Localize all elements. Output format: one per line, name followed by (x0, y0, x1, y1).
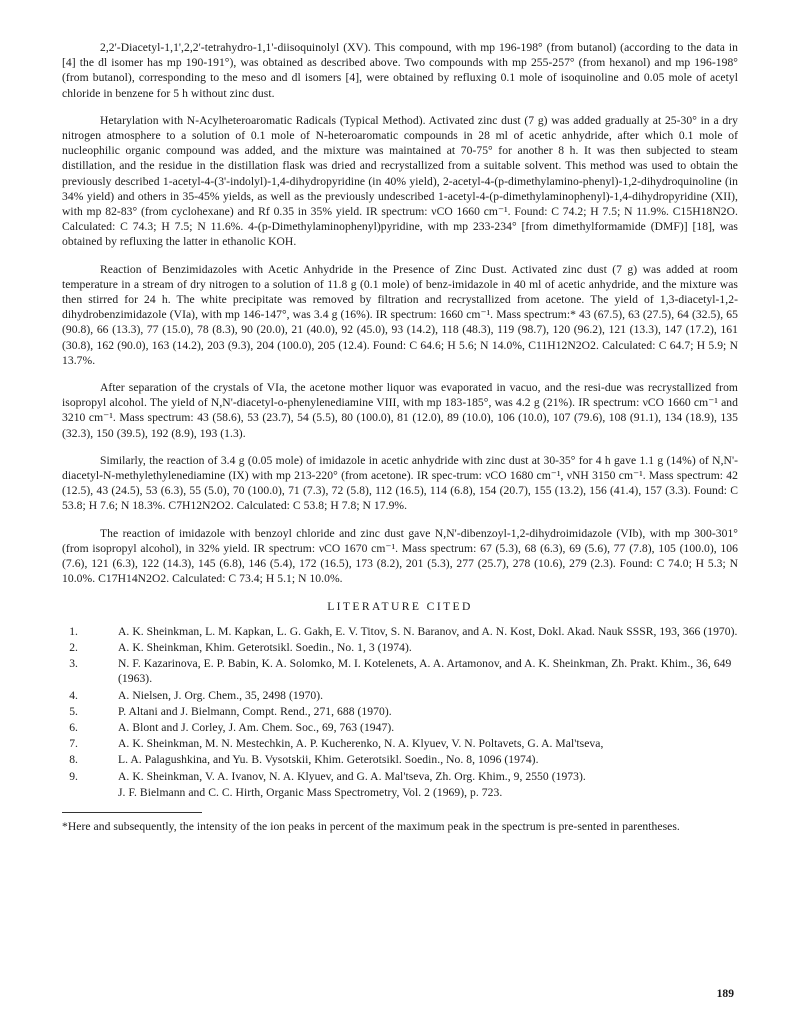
footnote-divider (62, 812, 202, 813)
page-number: 189 (716, 987, 734, 1000)
reference-list (62, 624, 738, 800)
reference-text: L. A. Palagushkina, and Yu. B. Vysotskii, Khim. Geterotsikl. Soedin., No. 8, 1096 (1974). (118, 753, 539, 767)
reference-text: A. K. Sheinkman, V. A. Ivanov, N. A. Klyuev, and G. A. Mal'tseva, Zh. Org. Khim., 9, 2550 (1973). (118, 769, 586, 783)
reference-text: A. K. Sheinkman, M. N. Mestechkin, A. P. Kucherenko, N. A. Klyuev, V. N. Poltavets, G. A. Mal'tseva, (118, 737, 604, 751)
reference-text: P. Altani and J. Bielmann, Compt. Rend., 271, 688 (1970). (118, 704, 392, 718)
paragraph-benzoyl-reaction: The reaction of imidazole with benzoyl chloride and zinc dust gave N,N'-dibenzoyl-1,2-dihydroimidazole (VIb), with mp 300-301° (from isopropyl alcohol), in 32% yield. IR spectrum: νCO 1670 cm⁻¹. Mass spectrum: 67 (5.3), 68 (6.3), 69 (5.6), 77 (7.8), 105 (100.0), 106 (7.6), 121 (6.3), 122 (14.3), 145 (6.8), 146 (5.4), 172 (16.5), 173 (8.2), 201 (5.3), 277 (25.7), 278 (10.6), 279 (2.3). Found: C 74.0; H 5.3; N 10.0%. C17H14N2O2. Calculated: C 73.4; H 5.1; N 10.0%. (62, 526, 738, 586)
paragraph-benzimidazole-reaction: Reaction of Benzimidazoles with Acetic Anhydride in the Presence of Zinc Dust. Activated zinc dust (7 g) was added at room temperature in a stream of dry nitrogen to a solution of 11.8 g (0.1 mole) of benz-imidazole in 40 ml of acetic anhydride, and the mixture was then stirred for 24 h. The white precipitate was removed by filtration and recrystallized from acetone. The yield of 1,3-diacetyl-1,2-dihydrobenzimidazole (VIa), with mp 146-147°, was 3.4 g (16%). IR spectrum: 1660 cm⁻¹. Mass spectrum:* 43 (67.5), 63 (27.5), 64 (32.5), 65 (90.8), 66 (13.3), 77 (15.0), 78 (8.3), 90 (20.0), 21 (40.0), 92 (45.0), 93 (14.2), 118 (48.3), 119 (98.7), 120 (96.2), 121 (13.3), 147 (17.2), 161 (30.8), 162 (90.0), 163 (14.2), 203 (9.3), 204 (100.0), 205 (12.4). Found: C 64.6; H 5.6; N 14.0%, C11H12N2O2. Calculated: C 64.7; H 5.9; N 13.7%. (62, 262, 738, 367)
reference-item (62, 624, 738, 639)
reference-item (62, 736, 738, 751)
paragraph-compound-xv: 2,2'-Diacetyl-1,1',2,2'-tetrahydro-1,1'-diisoquinolyl (XV). This compound, with mp 196-198° (from butanol) (according to the data in [4] the dl isomer has mp 190-191°), was obtained as described above. Two compounds with mp 255-257° (from hexanol) and mp 196-198° (from butanol), corresponding to the meso and dl isomers [4], were obtained by refluxing 0.1 mole of isoquinoline and 0.05 mole of acetyl chloride in benzene for 5 h without zinc dust. (62, 41, 738, 100)
reference-number: 6. (69, 720, 78, 734)
paragraph-imidazole-reaction: Similarly, the reaction of 3.4 g (0.05 mole) of imidazole in acetic anhydride with zinc dust at 30-35° for 4 h gave 1.1 g (14%) of N,N'-diacetyl-N-methylethylenediamine (IX) with mp 213-220° (from acetone). IR spec-trum: νCO 1680 cm⁻¹, νNH 3150 cm⁻¹. Mass spectrum: 42 (12.5), 43 (24.5), 53 (6.3), 55 (5.0), 70 (100.0), 71 (7.3), 72 (5.8), 112 (16.5), 114 (6.8), 154 (20.7), 155 (13.2), 156 (41.4), 157 (3.3). Found: C 53.8; H 7.6; N 18.3%. C7H12N2O2. Calculated: C 53.8; H 7.8; N 17.9%. (62, 453, 738, 513)
reference-text: A. K. Sheinkman, Khim. Geterotsikl. Soedin., No. 1, 3 (1974). (118, 640, 412, 654)
reference-item (62, 720, 738, 735)
reference-number: 1. (69, 624, 78, 638)
reference-number: 3. (69, 657, 78, 671)
reference-number: 7. (69, 737, 78, 751)
reference-text: A. K. Sheinkman, L. M. Kapkan, L. G. Gakh, E. V. Titov, S. N. Baranov, and A. N. Kost, Dokl. Akad. Nauk SSSR, 193, 366 (1970). (118, 624, 738, 638)
reference-number: 8. (69, 753, 78, 767)
reference-item (62, 656, 738, 686)
reference-item (62, 752, 738, 767)
paragraph-hetarylation-method: Hetarylation with N-Acylheteroaromatic Radicals (Typical Method). Activated zinc dust (7 g) was added gradually at 25-30° in a dry nitrogen atmosphere to a solution of 0.1 mole of N-heteroaromatic compounds in 28 ml of acetic anhydride, after which 0.1 mole of nucleophilic organic compound was added, and the mixture was maintained at 70-75° for another 8 h. It was then subjected to steam distillation, and the residue in the distillation flask was dried and recrystallized from a suitable solvent. This method was used to obtain the previously described 1-acetyl-4-(3'-indolyl)-1,4-dihydropyridine (in 40% yield), 2-acetyl-4-(p-dimethylamino-phenyl)-1,2-dihydroquinoline (in 34% yield) and others in 35-45% yields, as well as the previously undescribed 1-acetyl-4-(p-dimethylaminophenyl)-1,4-dihydropyridine (XII), with mp 82-83° (from cyclohexane) and Rf 0.35 in 35% yield. IR spectrum: νCO 1660 cm⁻¹. Found: C 74.2; H 7.5; N 11.9%. C15H18N2O. Calculated: C 74.3; H 7.5; N 11.6%. 4-(p-Dimethylaminophenyl)pyridine, with mp 233-234° [from dimethylformamide (DMF)] [18], was obtained by refluxing the latter in ethanolic KOH. (62, 113, 738, 249)
footnote: *Here and subsequently, the intensity of the ion peaks in percent of the maximum peak in the spectrum is pre-sented in parentheses. (62, 819, 680, 833)
reference-text: A. Nielsen, J. Org. Chem., 35, 2498 (1970). (118, 688, 324, 702)
reference-number: 9. (69, 769, 78, 783)
reference-text: N. F. Kazarinova, E. P. Babin, K. A. Solomko, M. I. Kotelenets, A. A. Artamonov, and A. K. Sheinkman, Zh. Prakt. Khim., 36, 649 (1963). (118, 657, 732, 686)
reference-number: 4. (69, 688, 78, 702)
paragraph-mother-liquor: After separation of the crystals of VIa, the acetone mother liquor was evaporated in vacuo, and the resi-due was recrystallized from isopropyl alcohol. The yield of N,N'-diacetyl-o-phenylenediamine VIII, with mp 183-185°, was 4.2 g (21%). IR spectrum: νCO 1660 cm⁻¹ and 3210 cm⁻¹. Mass spectrum: 43 (58.6), 53 (23.7), 54 (5.5), 80 (100.0), 81 (12.0), 89 (10.0), 106 (10.0), 107 (79.6), 108 (91.1), 134 (18.9), 135 (32.3), 150 (39.5), 192 (8.9), 193 (1.3). (62, 381, 738, 440)
reference-item (62, 688, 738, 703)
reference-item (62, 704, 738, 719)
literature-cited-heading: LITERATURE CITED (327, 599, 473, 613)
reference-item (62, 785, 738, 800)
reference-text: A. Blont and J. Corley, J. Am. Chem. Soc., 69, 763 (1947). (118, 720, 395, 734)
reference-item (62, 769, 738, 784)
reference-number: 2. (69, 640, 78, 654)
reference-item (62, 640, 738, 655)
reference-number: 5. (69, 704, 78, 718)
reference-text: J. F. Bielmann and C. C. Hirth, Organic Mass Spectrometry, Vol. 2 (1969), p. 723. (118, 785, 503, 799)
article-body (62, 40, 738, 834)
